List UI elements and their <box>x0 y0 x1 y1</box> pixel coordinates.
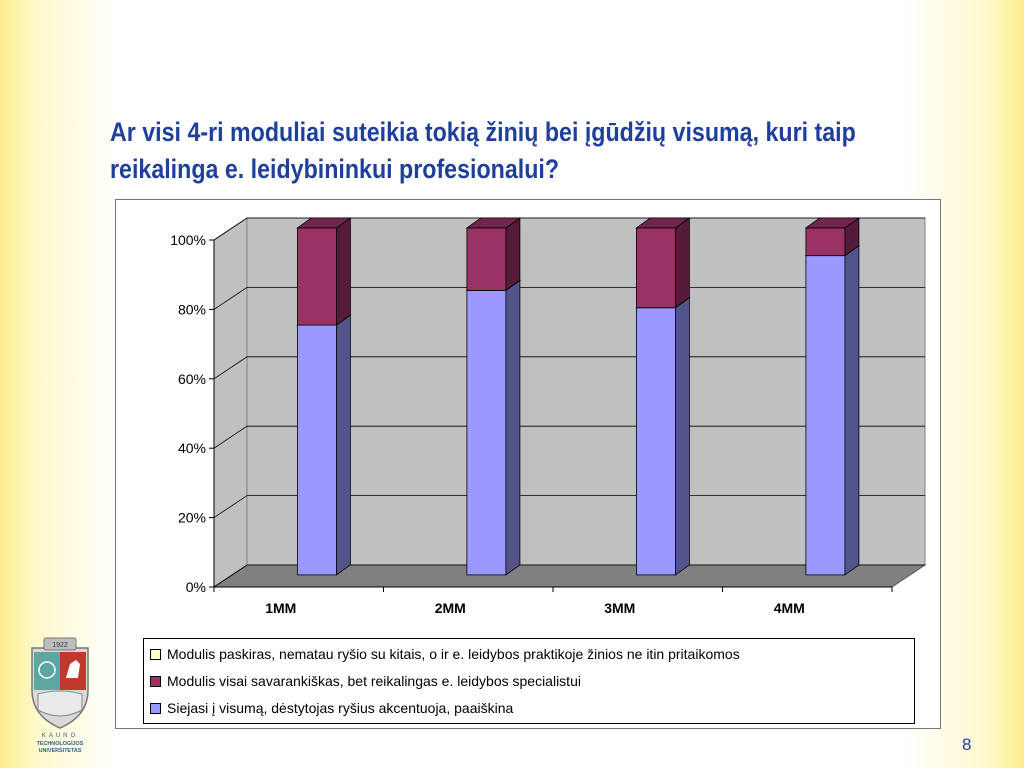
y-tick-label: 80% <box>177 301 206 318</box>
plot-side-wall <box>214 218 247 587</box>
legend-item-siejasi <box>150 698 513 718</box>
y-tick-label: 40% <box>177 440 206 457</box>
slide-title: Ar visi 4-ri moduliai suteikia tokią žinių bei įgūdžių visumą, kuri taip reikalinga e. leidybininkui profesionalui? <box>110 117 856 184</box>
legend-label-siejasi: Siejasi į visumą, dėstytojas ryšius akcentuoja, paaiškina <box>167 700 514 716</box>
legend-swatch-siejasi <box>150 703 161 714</box>
bar-side-1MM-series-0 <box>336 315 350 575</box>
bar-2MM-series-0 <box>467 290 506 575</box>
bar-1MM-series-1 <box>297 228 336 325</box>
bar-side-2MM-series-1 <box>506 218 520 290</box>
bar-1MM-series-0 <box>297 325 336 575</box>
bar-side-1MM-series-1 <box>336 218 350 325</box>
svg-text:KAUNO: KAUNO <box>41 733 79 739</box>
x-tick-label-4MM: 4MM <box>773 600 805 616</box>
bar-3MM-series-0 <box>636 308 675 575</box>
legend-swatch-paskiras <box>150 649 161 660</box>
svg-text:TECHNOLOGIJOS: TECHNOLOGIJOS <box>36 741 84 747</box>
bar-2MM-series-1 <box>467 228 506 290</box>
y-tick-label: 0% <box>185 579 206 595</box>
chart-legend <box>143 638 915 724</box>
bar-4MM-series-0 <box>806 256 845 575</box>
y-tick-label: 60% <box>177 370 206 387</box>
y-tick-label: 100% <box>170 232 206 248</box>
university-logo <box>24 630 96 754</box>
bar-side-2MM-series-0 <box>506 280 520 575</box>
legend-label-paskiras: Modulis paskiras, nematau ryšio su kitais, o ir e. leidybos praktikoje žinios ne itin pritaikomos <box>167 646 740 662</box>
legend-item-savarankiskas <box>150 671 581 691</box>
legend-item-paskiras <box>150 644 740 664</box>
svg-text:UNIVERSITETAS: UNIVERSITETAS <box>38 748 82 754</box>
bar-side-3MM-series-1 <box>675 218 689 308</box>
bar-side-4MM-series-0 <box>845 246 859 575</box>
bar-3MM-series-1 <box>636 228 675 308</box>
legend-label-savarankiskas: Modulis visai savarankiškas, bet reikalingas e. leidybos specialistui <box>167 673 581 689</box>
y-tick-label: 20% <box>177 509 206 526</box>
x-tick-label-3MM: 3MM <box>604 600 636 616</box>
page-number: 8 <box>962 735 972 754</box>
x-tick-label-1MM: 1MM <box>265 600 297 616</box>
svg-text:1922: 1922 <box>52 642 68 649</box>
x-tick-label-2MM: 2MM <box>434 600 466 616</box>
bar-4MM-series-1 <box>806 228 845 256</box>
bar-side-3MM-series-0 <box>675 298 689 575</box>
legend-swatch-savarankiskas <box>150 676 161 687</box>
